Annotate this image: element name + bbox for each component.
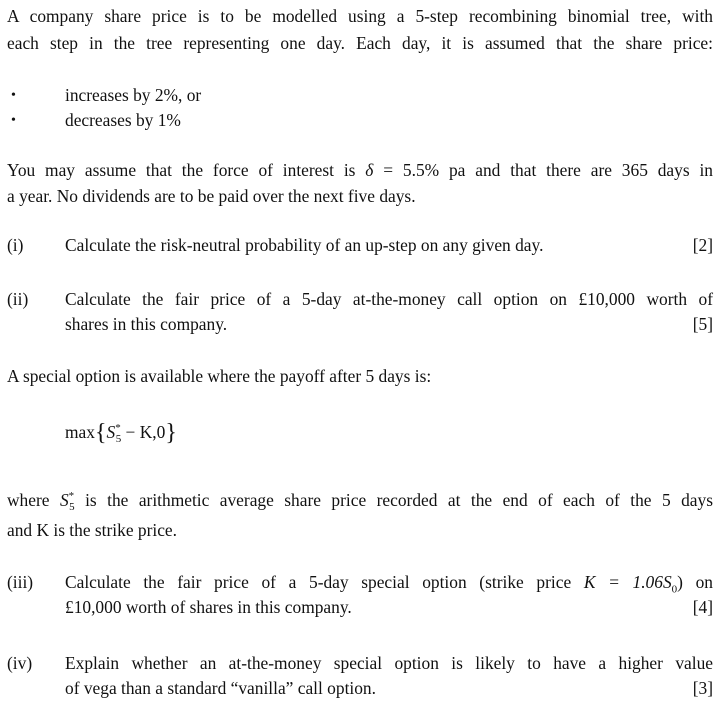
list-item <box>0 108 720 133</box>
question-text: Calculate the fair price of a 5-day special option (strike price $K = 1.06S_0$) on <box>65 572 713 596</box>
marks: [3] <box>692 678 713 698</box>
marks: [2] <box>692 235 713 255</box>
question-i <box>0 233 720 258</box>
bullet-text: increases by 2%, or <box>65 85 202 105</box>
question-number: (i) <box>7 235 24 255</box>
assumption-line-1: You may assume that the force of interest is δ = 5.5% pa and that there are 365 days in <box>7 160 713 180</box>
intro-line-2: each step in the tree representing one day. Each day, it is assumed that the share price: <box>7 33 713 53</box>
marks: [4] <box>692 597 713 617</box>
where-line-2: and K is the strike price. <box>7 520 177 540</box>
question-iii <box>0 570 720 620</box>
payoff-formula: $\max\{S^*_5 - K,0\}$ <box>65 420 177 446</box>
question-iv <box>0 651 720 701</box>
question-number: (iv) <box>7 653 33 673</box>
bullet-icon: • <box>11 113 16 128</box>
assumption-line-2: a year. No dividends are to be paid over the next five days. <box>7 186 416 206</box>
delta-symbol: δ <box>365 160 374 180</box>
question-text: of vega than a standard “vanilla” call option. <box>65 678 376 698</box>
question-number: (iii) <box>7 572 34 592</box>
where-line-1: where $S^*_5$ is the arithmetic average share price recorded at the end of each of the 5 days <box>7 490 713 514</box>
special-intro: A special option is available where the payoff after 5 days is: <box>7 366 432 386</box>
question-text: Explain whether an at-the-money special option is likely to have a higher value <box>65 653 713 673</box>
marks: [5] <box>692 314 713 334</box>
question-text: £10,000 worth of shares in this company. <box>65 597 352 617</box>
bullet-text: decreases by 1% <box>65 110 181 130</box>
question-text: shares in this company. <box>65 314 228 334</box>
question-number: (ii) <box>7 289 29 309</box>
question-text: Calculate the risk-neutral probability of an up-step on any given day. <box>65 235 544 255</box>
bullet-icon: • <box>11 88 16 103</box>
intro-line-1: A company share price is to be modelled using a 5-step recombining binomial tree, with <box>7 6 713 26</box>
question-text: Calculate the fair price of a 5-day at-the-money call option on £10,000 worth of <box>65 289 713 309</box>
list-item <box>0 83 720 108</box>
question-ii <box>0 287 720 337</box>
